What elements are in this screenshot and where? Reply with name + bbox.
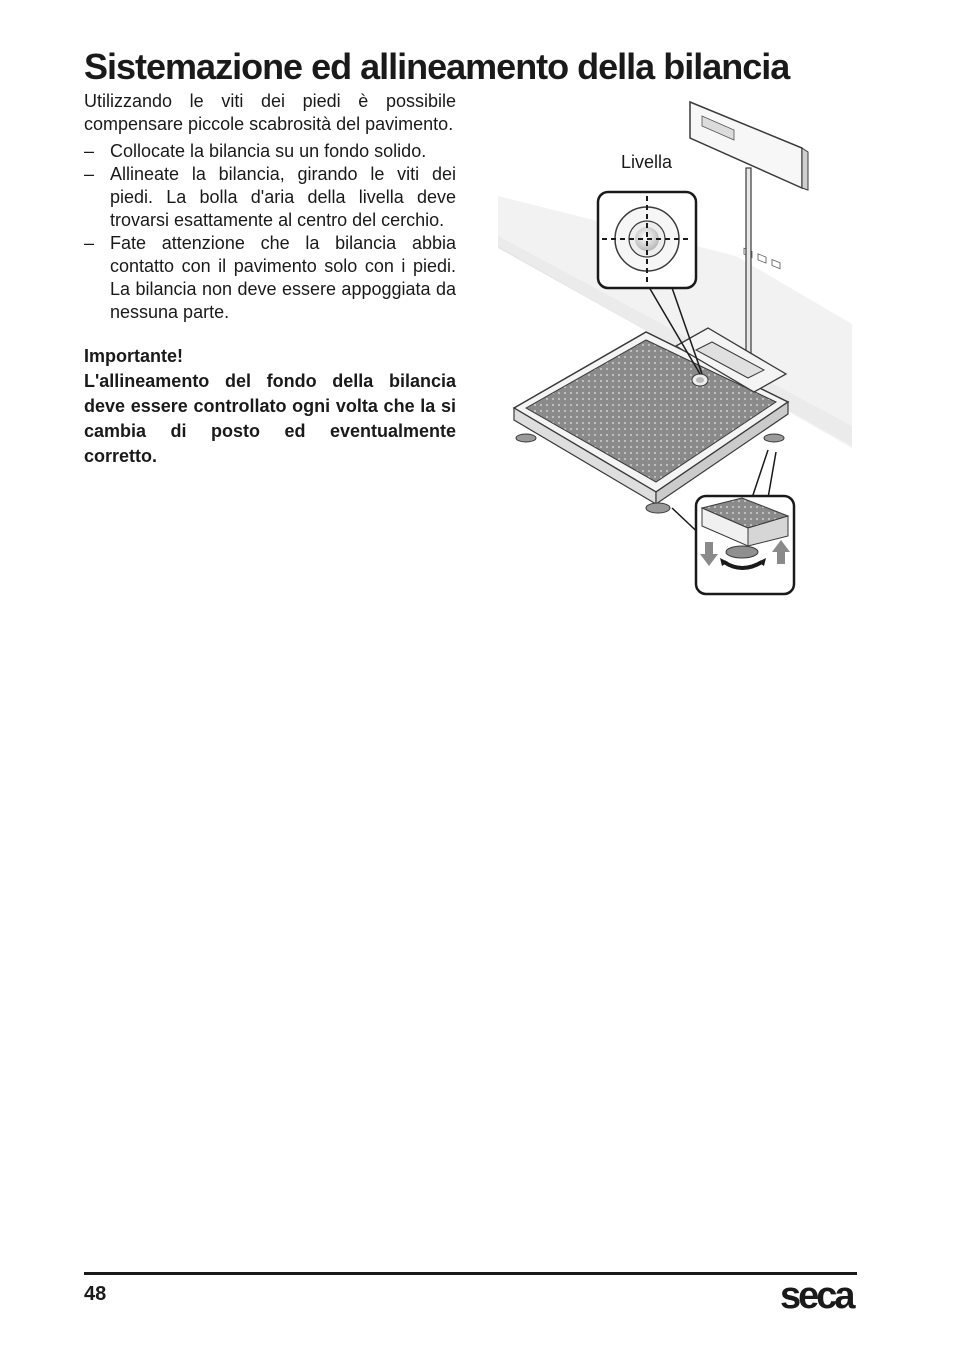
list-item-text: Allineate la bilancia, girando le viti dei piedi. La bolla d'aria della livella deve trovarsi esattamente al centro del cerchio. bbox=[110, 164, 456, 230]
foot-detail-box bbox=[696, 496, 794, 594]
list-item bbox=[84, 163, 456, 232]
page-title: Sistemazione ed allineamento della bilancia bbox=[84, 46, 790, 87]
bullet-dash: – bbox=[84, 141, 95, 161]
important-heading: Importante! bbox=[84, 346, 183, 366]
important-text: L'allineamento del fondo della bilancia deve essere controllato ogni volta che la si cambia di posto ed eventualmente corretto. bbox=[84, 371, 456, 466]
intro-paragraph: Utilizzando le viti dei piedi è possibile compensare piccole scabrosità del pavimento. bbox=[84, 91, 456, 134]
level-detail-box bbox=[598, 192, 696, 288]
scale-illustration bbox=[496, 96, 856, 600]
text-column bbox=[84, 90, 456, 469]
footer-divider bbox=[84, 1272, 857, 1275]
callout-line bbox=[752, 450, 768, 498]
callout-line bbox=[768, 452, 776, 498]
list-item bbox=[84, 140, 456, 163]
list-item-text: Collocate la bilancia su un fondo solido. bbox=[110, 141, 427, 161]
scale-platform bbox=[514, 328, 788, 513]
livella-label: Livella bbox=[621, 152, 673, 172]
list-item-text: Fate attenzione che la bilancia abbia contatto con il pavimento solo con i piedi. La bilancia non deve essere appoggiata da nessuna parte. bbox=[110, 233, 456, 322]
seca-logo bbox=[780, 1276, 858, 1312]
instruction-list bbox=[84, 140, 456, 324]
seca-logo-text: seca bbox=[780, 1276, 853, 1312]
list-item bbox=[84, 232, 456, 324]
bullet-dash: – bbox=[84, 233, 95, 253]
page-number: 48 bbox=[84, 1283, 107, 1305]
bullet-dash: – bbox=[84, 164, 95, 184]
